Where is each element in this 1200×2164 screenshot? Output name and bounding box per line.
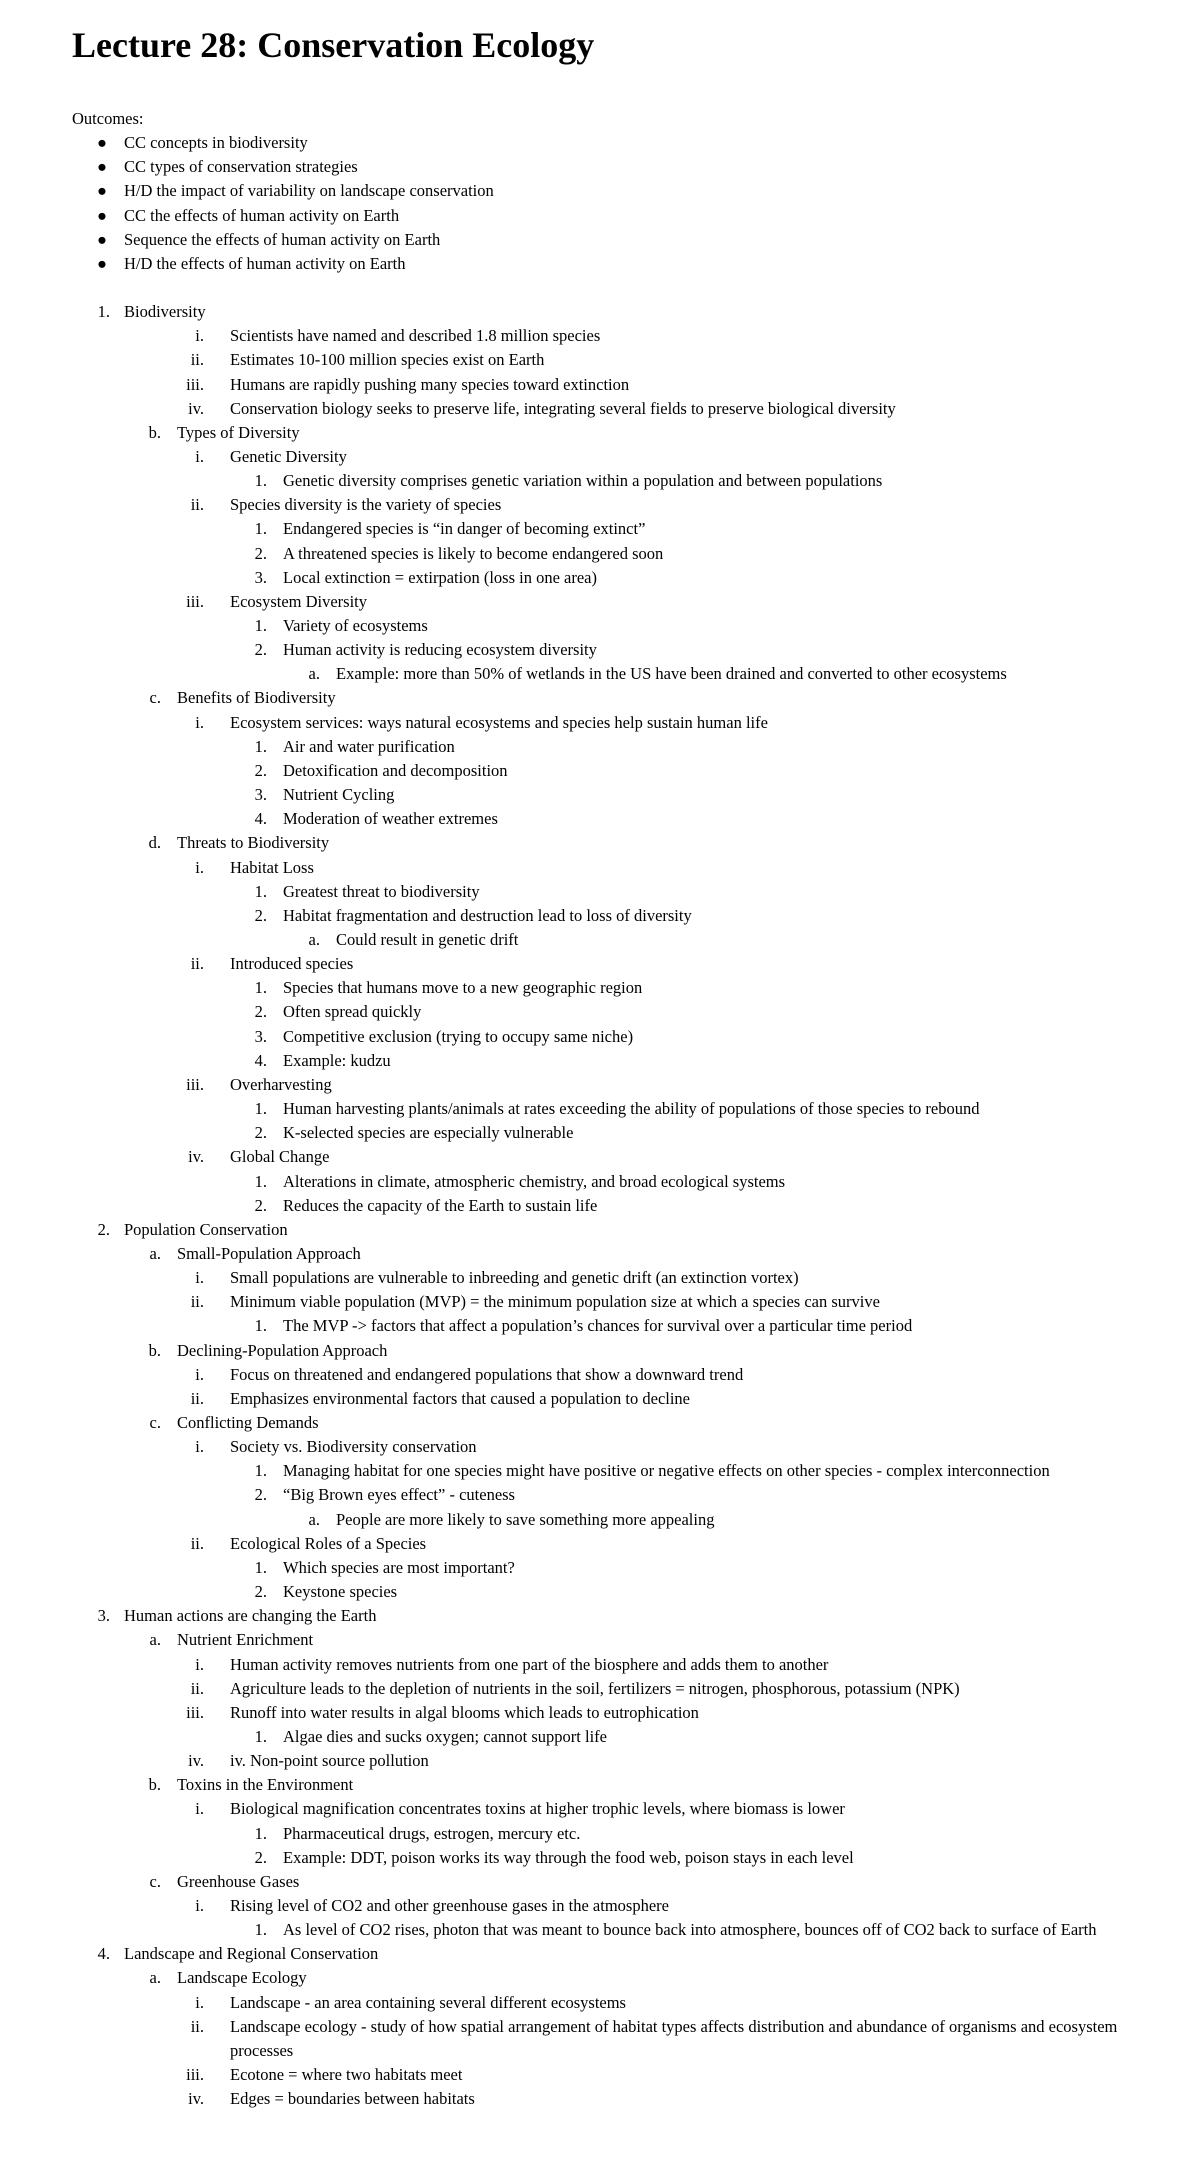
list-marker: 2. xyxy=(254,640,267,660)
list-text: As level of CO2 rises, photon that was meant to bounce back into atmosphere, bounces off of CO2 back to surface of Earth xyxy=(283,1920,1097,1940)
list-text: Agriculture leads to the depletion of nutrients in the soil, fertilizers = nitrogen, phosphorous, potassium (NPK) xyxy=(230,1678,960,1698)
list-text: Landscape ecology - study of how spatial arrangement of habitat types affects distribution and abundance of organisms and ecosystem xyxy=(230,2016,1118,2036)
list-marker: iii. xyxy=(186,1702,204,1722)
list-marker: 2. xyxy=(97,1219,110,1239)
list-text: Edges = boundaries between habitats xyxy=(230,2089,475,2109)
bullet-icon: ● xyxy=(97,181,107,201)
list-marker: iv. xyxy=(188,1147,204,1167)
list-text: Greenhouse Gases xyxy=(177,1871,300,1891)
list-text: Air and water purification xyxy=(283,736,455,756)
list-marker: i. xyxy=(195,446,204,466)
list-marker: b. xyxy=(148,1340,161,1360)
list-marker: ii. xyxy=(190,1292,204,1312)
list-text: Focus on threatened and endangered populations that show a downward trend xyxy=(230,1364,744,1384)
list-text: Runoff into water results in algal blooms which leads to eutrophication xyxy=(230,1702,699,1722)
list-text: Human activity removes nutrients from one part of the biosphere and adds them to another xyxy=(230,1654,829,1674)
list-marker: 2. xyxy=(254,1195,267,1215)
list-marker: i. xyxy=(195,1799,204,1819)
list-marker: i. xyxy=(195,326,204,346)
list-text: Moderation of weather extremes xyxy=(283,809,498,829)
list-marker: d. xyxy=(148,833,161,853)
list-text: Global Change xyxy=(230,1147,330,1167)
list-marker: 3. xyxy=(97,1606,110,1626)
list-text: processes xyxy=(230,2040,294,2060)
list-marker: iii. xyxy=(186,374,204,394)
list-marker: iv. xyxy=(188,398,204,418)
list-marker: ii. xyxy=(190,495,204,515)
list-marker: ii. xyxy=(190,1533,204,1553)
list-text: Small populations are vulnerable to inbreeding and genetic drift (an extinction vortex) xyxy=(230,1268,799,1288)
list-text: Ecosystem services: ways natural ecosystems and species help sustain human life xyxy=(230,712,768,732)
list-text: Conservation biology seeks to preserve life, integrating several fields to preserve biological diversity xyxy=(230,398,896,418)
list-text: H/D the effects of human activity on Earth xyxy=(124,253,406,273)
list-text: Ecotone = where two habitats meet xyxy=(230,2065,463,2084)
list-marker: iii. xyxy=(186,591,204,611)
list-text: H/D the impact of variability on landscape conservation xyxy=(124,181,494,201)
list-marker: 1. xyxy=(254,1099,267,1118)
list-text: CC concepts in biodiversity xyxy=(124,133,308,152)
list-text: Introduced species xyxy=(230,954,354,974)
list-marker: 1. xyxy=(254,1726,267,1746)
list-marker: iii. xyxy=(186,2065,204,2084)
list-text: Alterations in climate, atmospheric chemistry, and broad ecological systems xyxy=(283,1171,786,1191)
list-marker: 4. xyxy=(97,1944,110,1964)
list-text: Example: DDT, poison works its way through the food web, poison stays in each level xyxy=(283,1847,854,1867)
list-marker: c. xyxy=(149,1413,161,1432)
list-marker: a. xyxy=(308,664,320,684)
list-text: Benefits of Biodiversity xyxy=(177,688,336,708)
list-marker: a. xyxy=(308,1509,320,1529)
outcomes-label: Outcomes: xyxy=(72,109,144,128)
list-text: Habitat Loss xyxy=(230,857,314,877)
list-marker: c. xyxy=(149,1871,161,1891)
list-marker: 1. xyxy=(254,978,267,998)
list-marker: 1. xyxy=(254,1920,267,1940)
list-marker: a. xyxy=(308,929,320,949)
bullet-icon: ● xyxy=(97,205,107,225)
bullet-icon: ● xyxy=(97,133,107,152)
list-text: Nutrient Cycling xyxy=(283,785,395,804)
list-marker: ii. xyxy=(190,2016,204,2036)
list-text: Pharmaceutical drugs, estrogen, mercury etc. xyxy=(283,1823,581,1843)
list-text: Biodiversity xyxy=(124,302,206,322)
list-text: Human activity is reducing ecosystem diversity xyxy=(283,640,597,660)
list-text: Conflicting Demands xyxy=(177,1413,319,1432)
list-marker: i. xyxy=(195,857,204,877)
list-text: Keystone species xyxy=(283,1582,398,1601)
list-marker: i. xyxy=(195,712,204,732)
list-marker: 4. xyxy=(254,809,267,829)
list-marker: iv. xyxy=(188,1751,204,1771)
list-text: Scientists have named and described 1.8 million species xyxy=(230,326,601,346)
list-text: Genetic Diversity xyxy=(230,446,347,466)
list-text: Often spread quickly xyxy=(283,1002,422,1022)
list-text: Example: kudzu xyxy=(283,1050,391,1070)
list-text: Competitive exclusion (trying to occupy same niche) xyxy=(283,1026,634,1046)
bullet-icon: ● xyxy=(97,253,107,273)
list-text: Landscape and Regional Conservation xyxy=(124,1944,379,1964)
bullet-icon: ● xyxy=(97,229,107,249)
list-marker: 1. xyxy=(254,1557,267,1577)
list-text: Which species are most important? xyxy=(283,1557,515,1577)
list-text: Humans are rapidly pushing many species toward extinction xyxy=(230,374,630,394)
list-text: Species diversity is the variety of species xyxy=(230,495,502,515)
list-text: People are more likely to save something more appealing xyxy=(336,1509,715,1529)
page-title: Lecture 28: Conservation Ecology xyxy=(72,25,595,65)
list-marker: 1. xyxy=(254,1461,267,1481)
list-text: iv. Non-point source pollution xyxy=(230,1751,429,1771)
list-text: Ecological Roles of a Species xyxy=(230,1533,427,1553)
list-marker: i. xyxy=(195,1654,204,1674)
list-text: Human harvesting plants/animals at rates exceeding the ability of populations of those species to rebound xyxy=(283,1099,980,1118)
list-text: “Big Brown eyes effect” - cuteness xyxy=(283,1485,515,1505)
list-text: Landscape Ecology xyxy=(177,1968,307,1988)
list-marker: 2. xyxy=(254,1847,267,1867)
list-marker: i. xyxy=(195,1364,204,1384)
list-marker: 1. xyxy=(254,1171,267,1191)
list-marker: ii. xyxy=(190,1388,204,1408)
list-text: Species that humans move to a new geographic region xyxy=(283,978,643,998)
list-marker: c. xyxy=(149,688,161,708)
list-marker: 1. xyxy=(254,1823,267,1843)
list-marker: 4. xyxy=(254,1050,267,1070)
list-marker: iv. xyxy=(188,2089,204,2109)
list-text: Biological magnification concentrates toxins at higher trophic levels, where biomass is lower xyxy=(230,1799,845,1819)
list-marker: 3. xyxy=(254,785,267,804)
list-text: Rising level of CO2 and other greenhouse gases in the atmosphere xyxy=(230,1896,669,1915)
list-text: A threatened species is likely to become endangered soon xyxy=(283,543,664,563)
list-marker: 2. xyxy=(254,905,267,925)
list-marker: 3. xyxy=(254,567,267,587)
list-text: Sequence the effects of human activity on Earth xyxy=(124,229,441,249)
list-text: Emphasizes environmental factors that caused a population to decline xyxy=(230,1388,691,1408)
list-text: Nutrient Enrichment xyxy=(177,1630,314,1650)
list-marker: 1. xyxy=(254,1316,267,1336)
list-marker: i. xyxy=(195,1992,204,2012)
list-marker: 2. xyxy=(254,760,267,780)
list-text: Types of Diversity xyxy=(177,422,300,442)
list-text: Toxins in the Environment xyxy=(177,1775,354,1795)
list-text: Overharvesting xyxy=(230,1074,332,1094)
list-marker: iii. xyxy=(186,1074,204,1094)
list-marker: 2. xyxy=(254,543,267,563)
list-text: K-selected species are especially vulnerable xyxy=(283,1123,574,1143)
list-marker: 1. xyxy=(254,519,267,539)
list-text: Example: more than 50% of wetlands in the US have been drained and converted to other ecosystems xyxy=(336,664,1007,684)
list-text: Reduces the capacity of the Earth to sustain life xyxy=(283,1195,598,1215)
list-text: Landscape - an area containing several different ecosystems xyxy=(230,1992,626,2012)
list-marker: i. xyxy=(195,1896,204,1915)
list-marker: i. xyxy=(195,1268,204,1288)
list-marker: ii. xyxy=(190,1678,204,1698)
list-text: Habitat fragmentation and destruction lead to loss of diversity xyxy=(283,905,692,925)
list-marker: 2. xyxy=(254,1123,267,1143)
list-marker: 1. xyxy=(254,736,267,756)
list-text: Declining-Population Approach xyxy=(177,1340,388,1360)
list-marker: 2. xyxy=(254,1002,267,1022)
list-text: Managing habitat for one species might have positive or negative effects on other species - complex interconnection xyxy=(283,1461,1050,1481)
list-marker: 1. xyxy=(97,302,110,322)
list-text: Society vs. Biodiversity conservation xyxy=(230,1437,477,1457)
list-text: Algae dies and sucks oxygen; cannot support life xyxy=(283,1726,607,1746)
list-text: Could result in genetic drift xyxy=(336,929,519,949)
list-text: CC types of conservation strategies xyxy=(124,157,358,177)
list-text: Greatest threat to biodiversity xyxy=(283,881,480,901)
list-marker: ii. xyxy=(190,350,204,370)
list-marker: 1. xyxy=(254,471,267,491)
list-text: Endangered species is “in danger of becoming extinct” xyxy=(283,519,646,539)
list-marker: a. xyxy=(149,1243,161,1263)
list-marker: 2. xyxy=(254,1485,267,1505)
list-text: Estimates 10-100 million species exist on Earth xyxy=(230,350,545,370)
list-marker: ii. xyxy=(190,954,204,974)
list-text: Human actions are changing the Earth xyxy=(124,1606,377,1626)
list-marker: 1. xyxy=(254,881,267,901)
list-marker: b. xyxy=(148,1775,161,1795)
list-text: Local extinction = extirpation (loss in one area) xyxy=(283,567,597,587)
list-text: Detoxification and decomposition xyxy=(283,760,508,780)
list-marker: b. xyxy=(148,422,161,442)
list-text: Variety of ecosystems xyxy=(283,616,428,635)
list-text: Small-Population Approach xyxy=(177,1243,361,1263)
list-text: Genetic diversity comprises genetic variation within a population and between populations xyxy=(283,471,883,491)
list-text: Minimum viable population (MVP) = the minimum population size at which a species can survive xyxy=(230,1292,880,1312)
list-text: Ecosystem Diversity xyxy=(230,591,368,611)
bullet-icon: ● xyxy=(97,157,107,177)
list-marker: i. xyxy=(195,1437,204,1457)
list-marker: a. xyxy=(149,1630,161,1650)
list-text: Threats to Biodiversity xyxy=(177,833,330,853)
list-marker: 2. xyxy=(254,1582,267,1601)
list-marker: 1. xyxy=(254,616,267,635)
list-text: The MVP -> factors that affect a population’s chances for survival over a particular time period xyxy=(283,1316,913,1336)
list-marker: a. xyxy=(149,1968,161,1988)
list-text: CC the effects of human activity on Earth xyxy=(124,205,400,225)
list-marker: 3. xyxy=(254,1026,267,1046)
list-text: Population Conservation xyxy=(124,1219,288,1239)
